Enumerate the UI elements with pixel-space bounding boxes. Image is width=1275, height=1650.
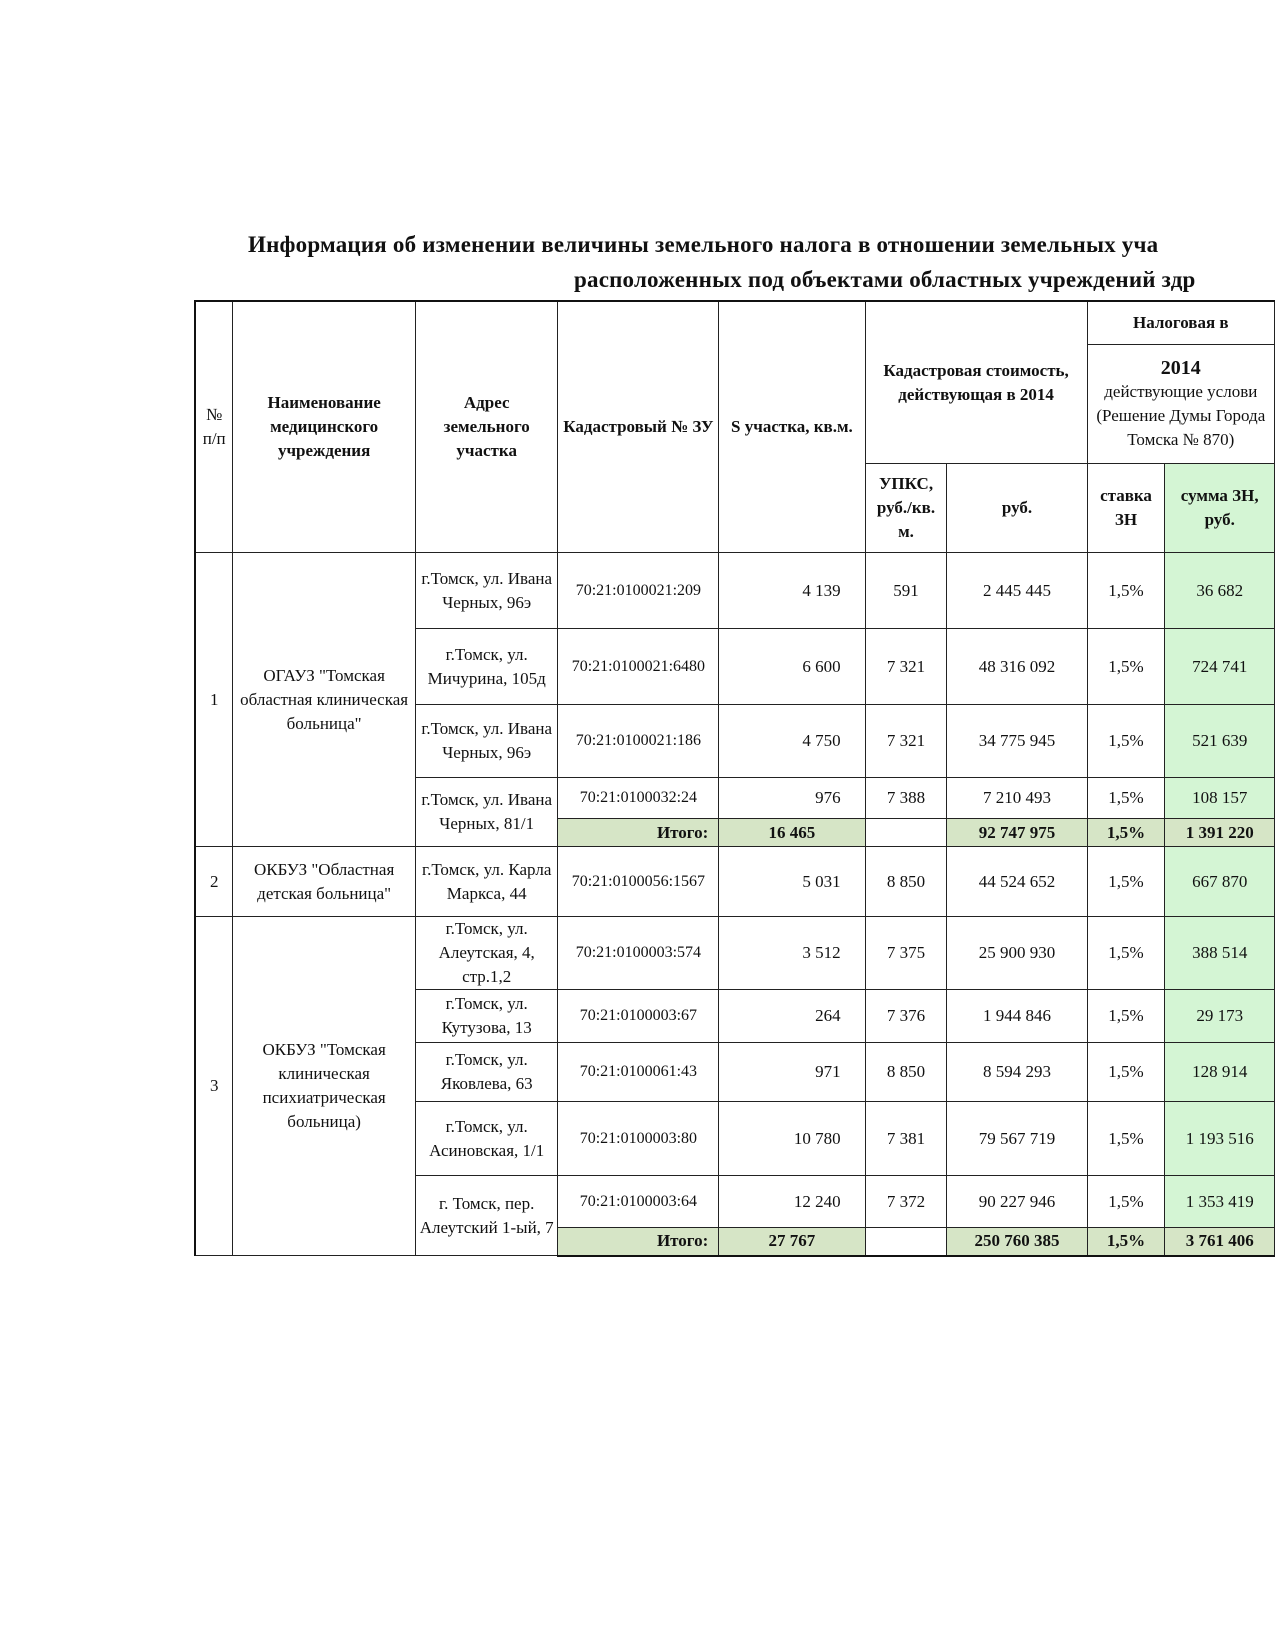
header-rub: руб. [947, 464, 1087, 553]
value-cell: 1 944 846 [947, 990, 1087, 1043]
group-number: 2 [195, 847, 233, 917]
value-cell: 25 900 930 [947, 917, 1087, 990]
upks-cell: 7 381 [865, 1102, 947, 1176]
sum-cell: 1 193 516 [1165, 1102, 1275, 1176]
cadastral-number-cell: 70:21:0100003:64 [558, 1176, 719, 1228]
rate-cell: 1,5% [1087, 990, 1165, 1043]
rate-cell: 1,5% [1087, 553, 1165, 629]
table-row [195, 847, 1275, 917]
sum-cell: 1 353 419 [1165, 1176, 1275, 1228]
area-cell: 4 750 [719, 705, 865, 778]
value-cell: 48 316 092 [947, 629, 1087, 705]
group-number: 1 [195, 553, 233, 847]
area-cell: 3 512 [719, 917, 865, 990]
institution-name: ОКБУЗ "Томская клиническая психиатрическая больница) [233, 917, 416, 1256]
value-cell: 90 227 946 [947, 1176, 1087, 1228]
cadastral-number-cell: 70:21:0100021:209 [558, 553, 719, 629]
upks-cell: 7 388 [865, 778, 947, 819]
total-rate: 1,5% [1087, 819, 1165, 847]
address-cell: г.Томск, ул. Яковлева, 63 [415, 1043, 558, 1102]
upks-cell: 8 850 [865, 847, 947, 917]
upks-cell: 7 321 [865, 629, 947, 705]
header-num: № п/п [195, 301, 233, 553]
cadastral-number-cell: 70:21:0100061:43 [558, 1043, 719, 1102]
value-cell: 79 567 719 [947, 1102, 1087, 1176]
value-cell: 7 210 493 [947, 778, 1087, 819]
cadastral-number-cell: 70:21:0100003:80 [558, 1102, 719, 1176]
address-cell: г.Томск, ул. Асиновская, 1/1 [415, 1102, 558, 1176]
sum-cell: 36 682 [1165, 553, 1275, 629]
header-year: 2014 [1160, 357, 1201, 379]
cadastral-number-cell: 70:21:0100003:574 [558, 917, 719, 990]
address-cell: г.Томск, ул. Карла Маркса, 44 [415, 847, 558, 917]
header-area: S участка, кв.м. [719, 301, 865, 553]
header-year-block [1087, 345, 1274, 464]
cadastral-number-cell: 70:21:0100021:186 [558, 705, 719, 778]
address-cell: г.Томск, ул. Ивана Черных, 96э [415, 705, 558, 778]
address-cell: г.Томск, ул. Ивана Черных, 96э [415, 553, 558, 629]
header-name: Наименование медицинского учреждения [233, 301, 416, 553]
area-cell: 976 [719, 778, 865, 819]
total-upks-empty [865, 819, 947, 847]
document-title-line1: Информация об изменении величины земельного налога в отношении земельных уча [248, 232, 1159, 257]
header-upks: УПКС, руб./кв. м. [865, 464, 947, 553]
upks-cell: 591 [865, 553, 947, 629]
rate-cell: 1,5% [1087, 917, 1165, 990]
area-cell: 5 031 [719, 847, 865, 917]
header-address: Адрес земельного участка [415, 301, 558, 553]
rate-cell: 1,5% [1087, 778, 1165, 819]
rate-cell: 1,5% [1087, 629, 1165, 705]
cadastral-number-cell: 70:21:0100032:24 [558, 778, 719, 819]
upks-cell: 7 376 [865, 990, 947, 1043]
cadastral-number-cell: 70:21:0100021:6480 [558, 629, 719, 705]
address-cell: г. Томск, пер. Алеутский 1-ый, 7 [415, 1176, 558, 1256]
upks-cell: 7 321 [865, 705, 947, 778]
address-cell: г.Томск, ул. Алеутская, 4, стр.1,2 [415, 917, 558, 990]
upks-cell: 8 850 [865, 1043, 947, 1102]
value-cell: 2 445 445 [947, 553, 1087, 629]
area-cell: 4 139 [719, 553, 865, 629]
rate-cell: 1,5% [1087, 1043, 1165, 1102]
upks-cell: 7 372 [865, 1176, 947, 1228]
total-value: 250 760 385 [947, 1228, 1087, 1256]
total-sum: 3 761 406 [1165, 1228, 1275, 1256]
rate-cell: 1,5% [1087, 1102, 1165, 1176]
area-cell: 264 [719, 990, 865, 1043]
address-cell: г.Томск, ул. Ивана Черных, 81/1 [415, 778, 558, 847]
total-label: Итого: [558, 819, 719, 847]
header-sum: сумма ЗН, руб. [1165, 464, 1275, 553]
value-cell: 8 594 293 [947, 1043, 1087, 1102]
area-cell: 6 600 [719, 629, 865, 705]
cadastral-number-cell: 70:21:0100003:67 [558, 990, 719, 1043]
header-tax-base: Налоговая в [1087, 301, 1274, 345]
sum-cell: 667 870 [1165, 847, 1275, 917]
sum-cell: 29 173 [1165, 990, 1275, 1043]
area-cell: 10 780 [719, 1102, 865, 1176]
header-row-1 [195, 301, 1275, 345]
sum-cell: 108 157 [1165, 778, 1275, 819]
rate-cell: 1,5% [1087, 847, 1165, 917]
total-rate: 1,5% [1087, 1228, 1165, 1256]
sum-cell: 521 639 [1165, 705, 1275, 778]
institution-name: ОКБУЗ "Областная детская больница" [233, 847, 416, 917]
value-cell: 44 524 652 [947, 847, 1087, 917]
rate-cell: 1,5% [1087, 1176, 1165, 1228]
cadastral-number-cell: 70:21:0100056:1567 [558, 847, 719, 917]
area-cell: 971 [719, 1043, 865, 1102]
area-cell: 12 240 [719, 1176, 865, 1228]
document-title-line2: расположенных под объектами областных учреждений здр [574, 267, 1196, 292]
total-upks-empty [865, 1228, 947, 1256]
total-label: Итого: [558, 1228, 719, 1256]
header-cadastral-number: Кадастровый № ЗУ [558, 301, 719, 553]
table-row [195, 553, 1275, 629]
rate-cell: 1,5% [1087, 705, 1165, 778]
table-row [195, 917, 1275, 990]
header-conditions: действующие услови (Решение Думы Города Томска № 870) [1096, 382, 1266, 449]
upks-cell: 7 375 [865, 917, 947, 990]
value-cell: 34 775 945 [947, 705, 1087, 778]
group-number: 3 [195, 917, 233, 1256]
total-value: 92 747 975 [947, 819, 1087, 847]
sum-cell: 724 741 [1165, 629, 1275, 705]
total-area: 27 767 [719, 1228, 865, 1256]
total-area: 16 465 [719, 819, 865, 847]
address-cell: г.Томск, ул. Мичурина, 105д [415, 629, 558, 705]
sum-cell: 128 914 [1165, 1043, 1275, 1102]
header-rate: ставка ЗН [1087, 464, 1165, 553]
address-cell: г.Томск, ул. Кутузова, 13 [415, 990, 558, 1043]
sum-cell: 388 514 [1165, 917, 1275, 990]
land-tax-table [194, 300, 1275, 1257]
header-cadastral-value: Кадастровая стоимость, действующая в 2014 [865, 301, 1087, 464]
total-sum: 1 391 220 [1165, 819, 1275, 847]
institution-name: ОГАУЗ "Томская областная клиническая больница" [233, 553, 416, 847]
